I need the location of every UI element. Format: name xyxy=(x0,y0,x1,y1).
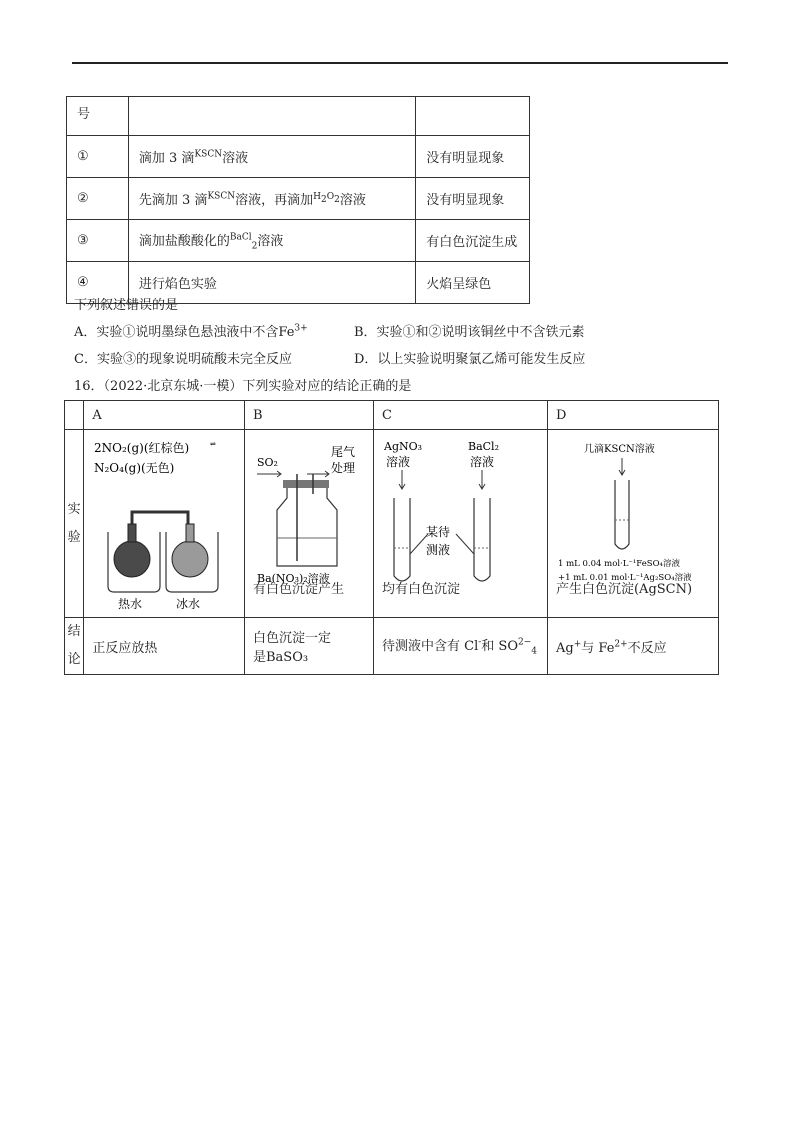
equilibrium-arrow-icon: ⇌ xyxy=(210,440,217,448)
tail-gas-label-1: 尾气 xyxy=(330,445,355,459)
connecting-tube-icon xyxy=(132,512,188,524)
q16-stem: 16．（2022·北京东城·一模）下列实验对应的结论正确的是 xyxy=(74,379,412,394)
row-label-experiment: 实 验 xyxy=(65,430,84,618)
solution-label-1: 1 mL 0.04 mol·L⁻¹FeSO₄溶液 xyxy=(557,559,680,569)
conclusion-a: 正反应放热 xyxy=(84,618,245,675)
cell-a-experiment xyxy=(84,430,245,618)
row-result: 没有明显现象 xyxy=(416,178,530,220)
tail-gas-label-2: 处理 xyxy=(330,461,355,475)
test-tubes-figure xyxy=(382,436,547,586)
cell-b-experiment xyxy=(244,430,373,618)
row-operation: 先滴加 3 滴$^{KSCN}$溶液，再滴加$^{H_2O_2}$溶液 xyxy=(128,178,415,220)
table-row xyxy=(67,178,530,220)
row-result: 火焰呈绿色 xyxy=(416,262,530,304)
table-row xyxy=(65,430,719,618)
no2-equilibrium-figure xyxy=(92,436,242,611)
cell-c-experiment xyxy=(373,430,547,618)
caption-d: 产生白色沉淀(AgSCN) xyxy=(555,582,693,597)
stopper-icon xyxy=(283,480,329,488)
row-result: 没有明显现象 xyxy=(416,136,530,178)
q15-option-a: A．实验①说明墨绿色悬浊液中不含$Fe^{3+}$ xyxy=(74,323,308,340)
gas-washing-bottle-figure xyxy=(253,436,373,586)
caption-c: 均有白色沉淀 xyxy=(381,582,460,597)
q15-option-d: D．以上实验说明聚氯乙烯可能发生反应 xyxy=(354,352,586,367)
kscn-drop-label: 几滴KSCN溶液 xyxy=(583,444,655,455)
table-row xyxy=(67,220,530,262)
q15-stem: 下列叙述错误的是 xyxy=(74,298,179,313)
agno3-label: AgNO₃ xyxy=(383,440,423,453)
solution-label-2: +1 mL 0.01 mol·L⁻¹Ag₂SO₄溶液 xyxy=(557,573,692,583)
conclusion-b: 白色沉淀一定 是BaSO₃ xyxy=(244,618,373,675)
row-result: 有白色沉淀生成 xyxy=(416,220,530,262)
q15-option-c: C．实验③的现象说明硫酸未完全反应 xyxy=(74,352,292,367)
top-rule xyxy=(72,62,728,64)
dark-flask-icon xyxy=(114,541,150,577)
test-tube-icon xyxy=(615,480,629,549)
reagent-label: Ba(NO₃)₂溶液 xyxy=(256,572,330,585)
row-num: ④ xyxy=(67,262,129,304)
table-row xyxy=(67,97,530,136)
col-header-b: B xyxy=(244,401,373,430)
header-num: 号 xyxy=(67,97,129,136)
row-operation: 进行焰色实验 xyxy=(128,262,415,304)
experiment-table xyxy=(66,96,530,304)
col-header-d: D xyxy=(547,401,718,430)
row-num: ② xyxy=(67,178,129,220)
agno3-solution-label: 溶液 xyxy=(385,455,410,469)
row-num: ③ xyxy=(67,220,129,262)
equation-line-1: 2NO₂(g)(红棕色) xyxy=(94,441,190,455)
col-header-c: C xyxy=(373,401,547,430)
cold-water-label: 冰水 xyxy=(176,597,201,611)
sample-label-1: 某待 xyxy=(425,525,450,539)
row-label-conclusion: 结 论 xyxy=(65,618,84,675)
equation-line-2: N₂O₄(g)(无色) xyxy=(94,461,175,475)
cell-d-experiment xyxy=(547,430,718,618)
row-operation: 滴加盐酸酸化的$^{BaCl}_2$溶液 xyxy=(128,220,415,262)
light-flask-icon xyxy=(172,541,208,577)
caption-b: 有白色沉淀产生 xyxy=(252,582,344,597)
bacl2-solution-label: 溶液 xyxy=(469,455,494,469)
test-tube-left-icon xyxy=(394,498,410,581)
bottle-icon xyxy=(277,488,337,566)
conclusion-c: 待测液中含有 Cl-和 $SO^{2-}_4$ xyxy=(373,618,547,675)
row-operation: 滴加 3 滴$^{KSCN}$溶液 xyxy=(128,136,415,178)
row-num: ① xyxy=(67,136,129,178)
bacl2-label: BaCl₂ xyxy=(467,440,499,453)
col-header-a: A xyxy=(84,401,245,430)
sample-label-2: 测液 xyxy=(425,543,450,557)
kscn-test-tube-figure xyxy=(556,436,718,586)
q16-table xyxy=(64,400,719,675)
test-tube-right-icon xyxy=(474,498,490,581)
so2-label: SO₂ xyxy=(256,456,278,469)
hot-water-label: 热水 xyxy=(118,597,143,611)
table-row xyxy=(65,401,719,430)
table-row xyxy=(65,618,719,675)
table-row xyxy=(67,136,530,178)
q15-option-b: B．实验①和②说明该铜丝中不含铁元素 xyxy=(354,325,585,340)
conclusion-d: Ag+与 $Fe^{2+}$不反应 xyxy=(547,618,718,675)
